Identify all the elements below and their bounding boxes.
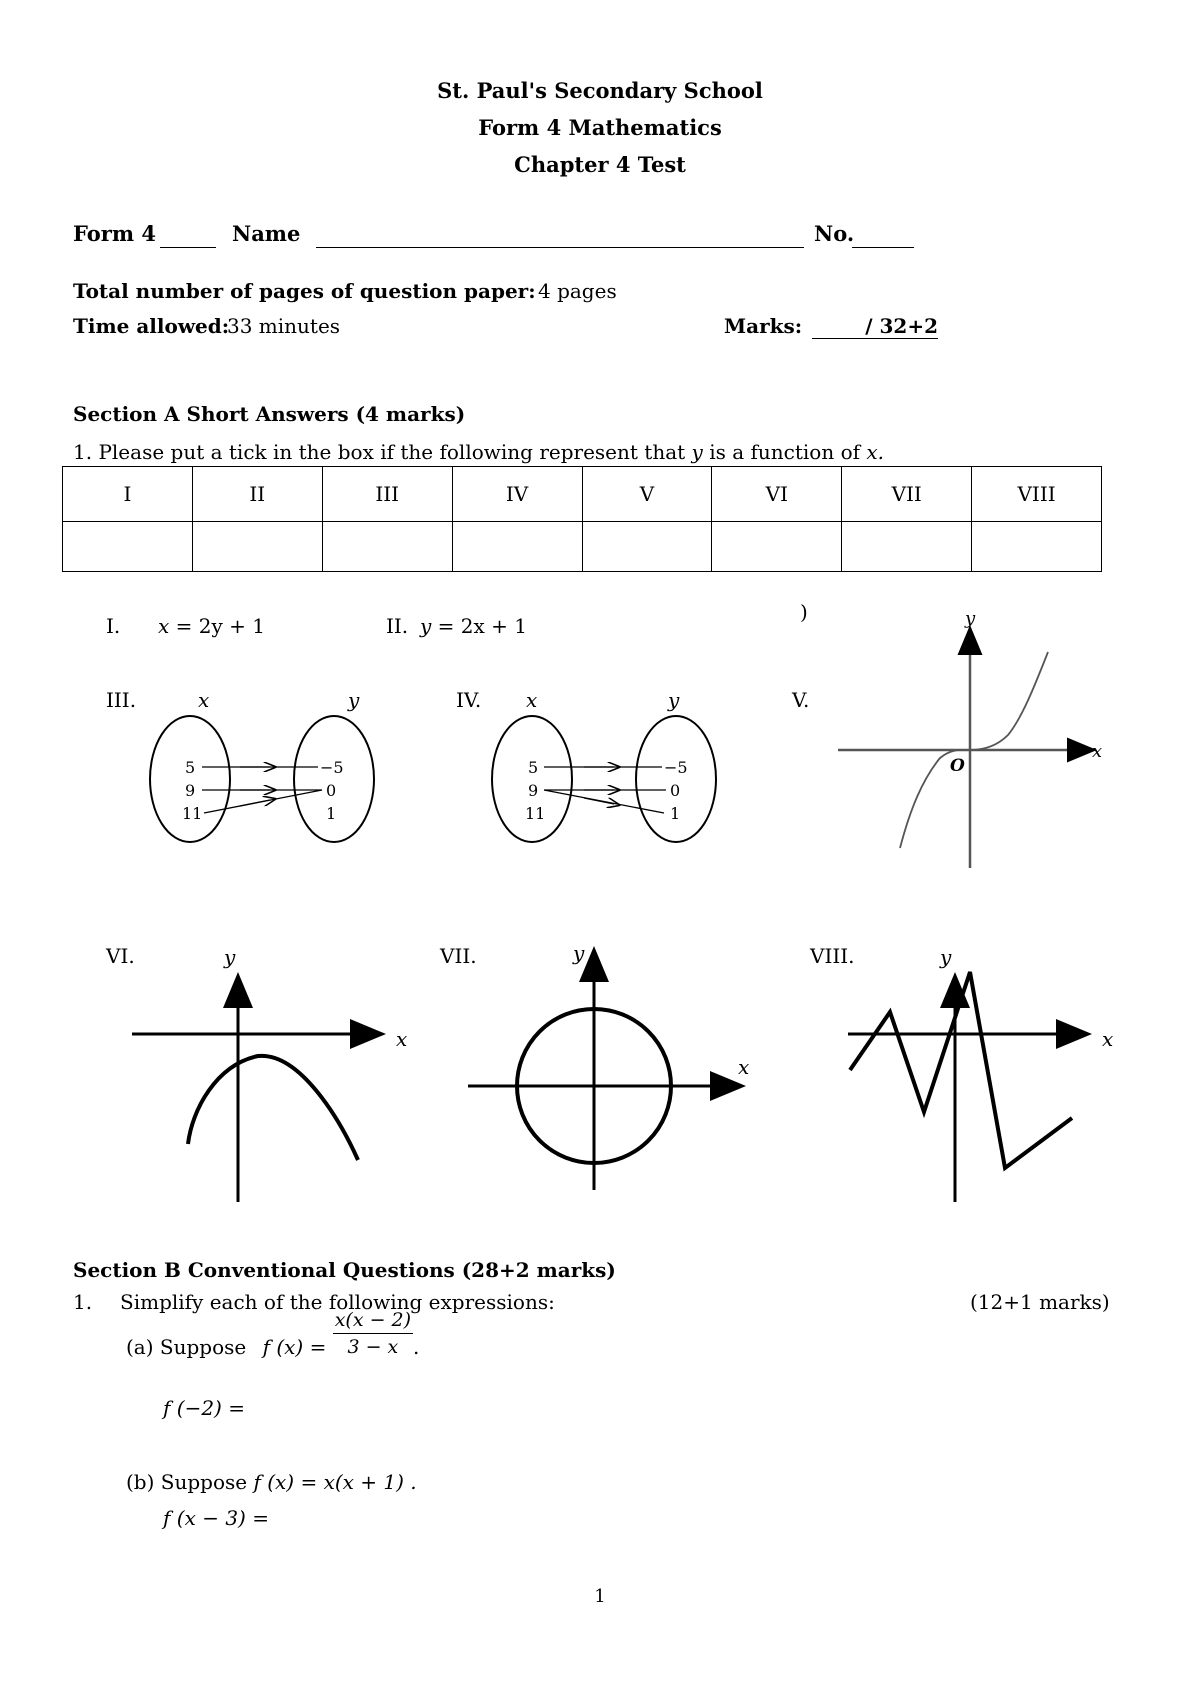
no-label: No. <box>814 221 855 246</box>
school-name: St. Paul's Secondary School <box>437 78 763 103</box>
pages-label: Total number of pages of question paper: <box>73 279 536 303</box>
tick-box-viii[interactable] <box>972 522 1102 572</box>
range-value: 1 <box>670 804 681 823</box>
page-number: 1 <box>594 1586 606 1607</box>
part-a-evaluate: f (−2) = <box>163 1396 245 1420</box>
range-value: 0 <box>670 781 681 800</box>
name-field[interactable] <box>316 222 804 248</box>
form-class-field[interactable] <box>160 222 216 248</box>
axis-x-label: x <box>198 688 210 712</box>
tick-box-i[interactable] <box>63 522 193 572</box>
tick-box-ii[interactable] <box>192 522 322 572</box>
tick-box-iv[interactable] <box>452 522 582 572</box>
item-viii-label: VIII. <box>810 944 855 968</box>
axis-x-label: x <box>1102 1027 1114 1051</box>
axis-x-label: x <box>396 1027 408 1051</box>
item-i-label: I. <box>106 614 121 638</box>
time-value: 33 minutes <box>227 314 341 338</box>
tick-box-vi[interactable] <box>712 522 842 572</box>
item-vi-label: VI. <box>106 944 135 968</box>
axis-y-label: y <box>573 941 585 965</box>
axis-y-label: y <box>965 608 976 629</box>
fraction: $\frac{x(x - 2)}{3 - x}$ <box>334 1309 412 1358</box>
test-title: Chapter 4 Test <box>514 152 686 177</box>
table-header: V <box>582 467 712 522</box>
table-header: IV <box>452 467 582 522</box>
subject-title: Form 4 Mathematics <box>478 115 722 140</box>
graph-viii-zigzag <box>840 940 1140 1210</box>
axis-y-label: y <box>224 945 236 969</box>
axis-y-label: y <box>348 688 360 712</box>
range-value: 1 <box>326 804 337 823</box>
domain-value: 5 <box>528 758 539 777</box>
item-v-label: V. <box>792 688 810 712</box>
table-header: VI <box>712 467 842 522</box>
table-header: III <box>322 467 452 522</box>
tick-box-v[interactable] <box>582 522 712 572</box>
question-1-marks: (12+1 marks) <box>970 1290 1110 1314</box>
axis-y-label: y <box>668 688 680 712</box>
axis-y-label: y <box>940 945 952 969</box>
graph-vii-circle <box>460 940 770 1200</box>
mapping-diagram-iv <box>484 686 734 846</box>
question-1-number: 1. <box>73 1290 93 1314</box>
range-value: −5 <box>664 758 688 777</box>
student-number-field[interactable] <box>852 222 914 248</box>
graph-v-cubic <box>830 600 1103 880</box>
marks-label: Marks: <box>724 314 803 338</box>
section-b-title: Section B Conventional Questions (28+2 marks) <box>73 1258 616 1282</box>
graph-vi-parabola <box>120 940 420 1210</box>
table-header: VII <box>842 467 972 522</box>
stray-mark: ) <box>800 600 808 624</box>
axis-x-label: x <box>738 1055 750 1079</box>
item-iii-label: III. <box>106 688 137 712</box>
section-a-question-1: 1. Please put a tick in the box if the following represent that y is a function of x. <box>73 440 885 464</box>
section-a-title: Section A Short Answers (4 marks) <box>73 402 466 426</box>
marks-value: / 32+2 <box>812 314 938 339</box>
domain-value: 11 <box>525 804 546 823</box>
axis-x-label: x <box>526 688 538 712</box>
origin-label: O <box>950 756 965 776</box>
axis-x-label: x <box>1092 741 1103 762</box>
name-label: Name <box>232 221 301 246</box>
domain-value: 5 <box>185 758 196 777</box>
range-value: −5 <box>320 758 344 777</box>
part-b-evaluate: f (x − 3) = <box>163 1506 269 1530</box>
item-iv-label: IV. <box>456 688 482 712</box>
form-label: Form 4 <box>73 221 156 246</box>
domain-value: 11 <box>182 804 203 823</box>
item-ii-label: II. <box>386 614 409 638</box>
time-label: Time allowed: <box>73 314 230 338</box>
tick-box-iii[interactable] <box>322 522 452 572</box>
tick-box-vii[interactable] <box>842 522 972 572</box>
part-b-expression: (b) Suppose f (x) = x(x + 1) . <box>126 1470 417 1494</box>
domain-value: 9 <box>528 781 539 800</box>
table-header: I <box>63 467 193 522</box>
mapping-diagram-iii <box>140 686 390 846</box>
answer-table <box>62 466 1102 572</box>
item-i-equation: x = 2y + 1 <box>158 614 265 638</box>
item-vii-label: VII. <box>440 944 477 968</box>
pages-value: 4 pages <box>538 279 617 303</box>
table-header: II <box>192 467 322 522</box>
domain-value: 9 <box>185 781 196 800</box>
table-header: VIII <box>972 467 1102 522</box>
range-value: 0 <box>326 781 337 800</box>
part-a-expression: (a) Suppose f (x) = $\frac{x(x - 2)}{3 - x}$ . <box>126 1309 420 1359</box>
item-ii-equation: y = 2x + 1 <box>420 614 527 638</box>
question-1-text: Simplify each of the following expressions: <box>120 1290 555 1314</box>
